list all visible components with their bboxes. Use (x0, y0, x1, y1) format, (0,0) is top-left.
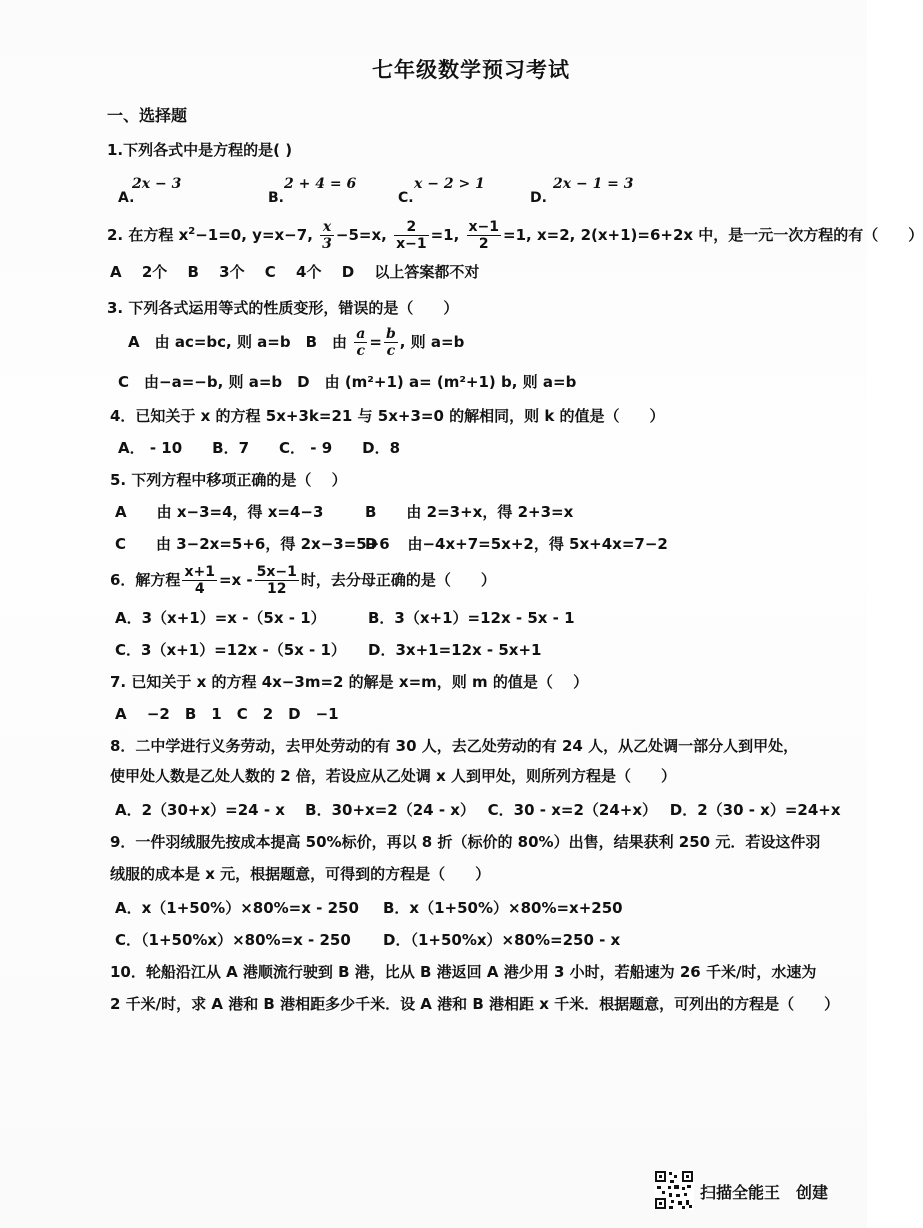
q2-frac2-den: x−1 (396, 236, 427, 252)
q5-option-c: C 由 3−2x=5+6，得 2x−3=5+6 (115, 535, 390, 553)
q6-text-2: =x - (218, 571, 253, 589)
q3-fraction-a-over-c (354, 326, 367, 359)
q2-frac1-num: x (320, 219, 334, 236)
q3-options-cd: C 由−a=−b, 则 a=b D 由 (m²+1) a= (m²+1) b, 则 a=b (118, 373, 577, 391)
q2-fraction-x-1-over-2 (467, 219, 502, 252)
q2-fraction-x-over-3 (320, 219, 334, 252)
q6-f1-den: 4 (194, 581, 205, 597)
q3-ab-text: A 由 ac=bc, 则 a=b B 由 (128, 333, 348, 351)
question-9-line-1: 9．一件羽绒服先按成本提高 50%标价，再以 8 折（标价的 80%）出售，结果获利 250 元．若设这件羽 (110, 833, 821, 851)
q6-option-c: C．3（x+1）=12x -（5x - 1） (115, 641, 346, 659)
question-7-stem: 7. 已知关于 x 的方程 4x−3m=2 的解是 x=m，则 m 的值是（ ） (110, 673, 589, 691)
q1-option-b-label: B. (268, 190, 284, 206)
q3-options-ab (128, 322, 464, 362)
q3-equals: = (369, 333, 382, 351)
q6-option-d: D．3x+1=12x - 5x+1 (368, 641, 542, 659)
page-title: 七年级数学预习考试 (372, 58, 570, 82)
q7-options: A −2 B 1 C 2 D −1 (115, 705, 339, 723)
question-9-line-2: 绒服的成本是 x 元，根据题意，可得到的方程是（ ） (110, 865, 491, 883)
question-4-stem: 4．已知关于 x 的方程 5x+3k=21 与 5x+3=0 的解相同，则 k 的值是（ ） (110, 407, 665, 425)
q2-frac2-num: 2 (394, 219, 429, 236)
q2-options: A 2个 B 3个 C 4个 D 以上答案都不对 (110, 263, 480, 281)
question-10-line-1: 10．轮船沿江从 A 港顺流行驶到 B 港，比从 B 港返回 A 港少用 3 小时，若船速为 26 千米/时，水速为 (110, 963, 817, 981)
q2-frac1-den: 3 (322, 236, 332, 252)
question-6-stem (110, 560, 496, 600)
q2-frac3-den: 2 (478, 236, 489, 252)
q6-f1-num: x+1 (184, 564, 215, 580)
q2-text-3: −5=x, (335, 226, 387, 244)
q3-fb-num: b (385, 326, 396, 342)
q2-fraction-2-over-x-1 (394, 219, 429, 252)
question-1-stem: 1.下列各式中是方程的是( ) (107, 141, 293, 159)
q9-option-d: D．（1+50%x）×80%=250 - x (383, 931, 621, 949)
q3-fa-num: a (356, 326, 366, 342)
q2-frac3-num: x−1 (468, 219, 500, 235)
q1-option-d-expr: 2x − 1 = 3 (553, 176, 634, 192)
q2-text-1: 2. 在方程 x (107, 226, 189, 244)
question-2-stem (107, 212, 923, 255)
q6-f2-den: 12 (267, 581, 287, 597)
section-heading: 一、选择题 (107, 106, 188, 125)
q6-option-a: A．3（x+1）=x -（5x - 1） (115, 609, 326, 627)
question-8-line-2: 使甲处人数是乙处人数的 2 倍，若设应从乙处调 x 人到甲处，则所列方程是（ ） (110, 767, 677, 785)
q5-option-a: A 由 x−3=4，得 x=4−3 (115, 503, 324, 521)
q5-option-b: B 由 2=3+x，得 2+3=x (365, 503, 574, 521)
q1-option-d-label: D. (530, 190, 547, 206)
q9-option-b: B．x（1+50%）×80%=x+250 (383, 899, 623, 917)
question-10-line-2: 2 千米/时，求 A 港和 B 港相距多少千米．设 A 港和 B 港相距 x 千米．根据题意，可列出的方程是（ ） (110, 995, 840, 1013)
q5-option-d: D 由−4x+7=5x+2，得 5x+4x=7−2 (365, 535, 668, 553)
question-3-stem: 3. 下列各式运用等式的性质变形，错误的是（ ） (107, 299, 459, 317)
q6-text-1: 6．解方程 (110, 571, 181, 589)
q6-f2-num: 5x−1 (256, 564, 297, 580)
q9-option-c: C．（1+50%x）×80%=x - 250 (115, 931, 351, 949)
q1-option-c-expr: x − 2 > 1 (414, 176, 485, 192)
q6-fraction-2 (255, 564, 299, 597)
q3-fb-den: c (386, 343, 396, 359)
q1-option-c-label: C. (398, 190, 414, 206)
q3-fraction-b-over-c (384, 326, 398, 359)
qr-code-icon (654, 1170, 694, 1210)
q8-options: A．2（30+x）=24 - x B．30+x=2（24 - x） C．30 - x=2（24+x） D．2（30 - x）=24+x (115, 801, 841, 819)
question-5-stem: 5. 下列方程中移项正确的是（ ） (110, 471, 347, 489)
q6-option-b: B．3（x+1）=12x - 5x - 1 (368, 609, 575, 627)
q2-text-2: −1=0, y=x−7, (195, 226, 313, 244)
q2-text-5: =1, x=2, 2(x+1)=6+2x 中，是一元一次方程的有（ ） (503, 226, 923, 244)
q2-exponent: 2 (188, 226, 196, 237)
q2-text-4: =1, (430, 226, 460, 244)
q9-option-a: A．x（1+50%）×80%=x - 250 (115, 899, 359, 917)
question-8-line-1: 8．二中学进行义务劳动，去甲处劳动的有 30 人，去乙处劳动的有 24 人，从乙处调一部分人到甲处， (110, 737, 799, 755)
q3-fa-den: c (356, 343, 366, 359)
q6-text-3: 时，去分母正确的是（ ） (300, 571, 496, 589)
q1-option-a-label: A. (118, 190, 135, 206)
scanner-watermark: 扫描全能王 创建 (700, 1183, 829, 1202)
q4-options: A． - 10 B．7 C． - 9 D．8 (118, 439, 401, 457)
q1-option-b-expr: 2 + 4 = 6 (284, 176, 357, 192)
q3-ab-tail: , 则 a=b (399, 333, 465, 351)
q6-fraction-1 (182, 564, 217, 597)
q1-option-a-expr: 2x − 3 (132, 176, 182, 192)
